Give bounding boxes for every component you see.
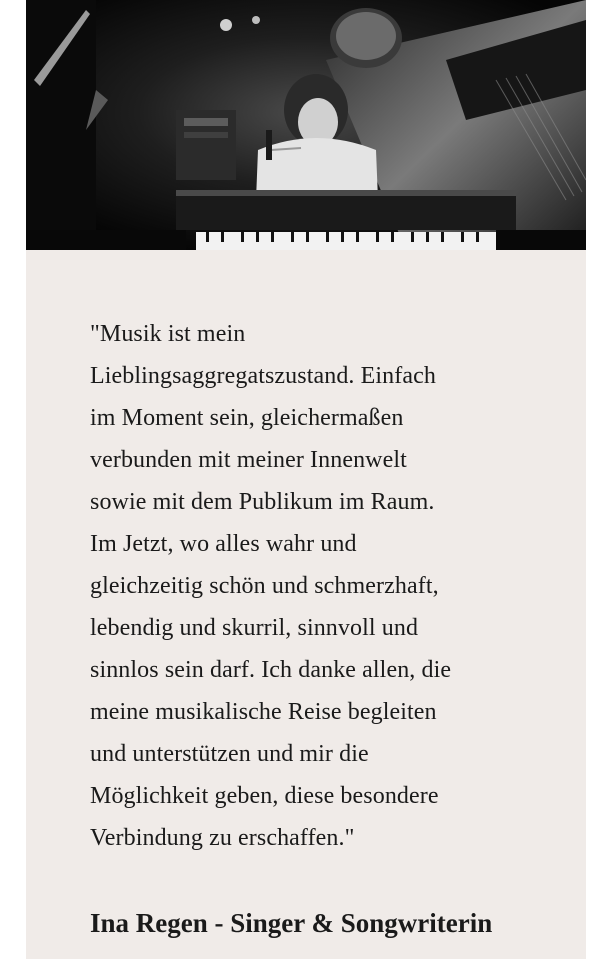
quote-line: und unterstützen und mir die [90,741,369,767]
testimonial-card [26,0,586,959]
quote-line: Möglichkeit geben, diese besondere [90,783,439,809]
quote-line: Im Jetzt, wo alles wahr und [90,531,357,557]
quote-attribution: Ina Regen - Singer & Songwriterin [90,908,493,938]
quote-line: im Moment sein, gleichermaßen [90,405,404,431]
quote-line: gleichzeitig schön und schmerzhaft, [90,573,439,599]
quote-line: verbunden mit meiner Innenwelt [90,447,407,473]
quote-text [90,313,530,859]
quote-line: Verbindung zu erschaffen." [90,825,355,851]
quote-line: sinnlos sein darf. Ich danke allen, die [90,657,452,683]
pianist-photo-image [26,0,586,250]
artist-photo [26,0,586,250]
quote-line: meine musikalische Reise begleiten [90,699,437,725]
quote-line: Lieblingsaggregatszustand. Einfach [90,363,436,389]
quote-line: "Musik ist mein [90,321,246,347]
quote-line: sowie mit dem Publikum im Raum. [90,489,435,515]
quote-line: lebendig und skurril, sinnvoll und [90,615,419,641]
